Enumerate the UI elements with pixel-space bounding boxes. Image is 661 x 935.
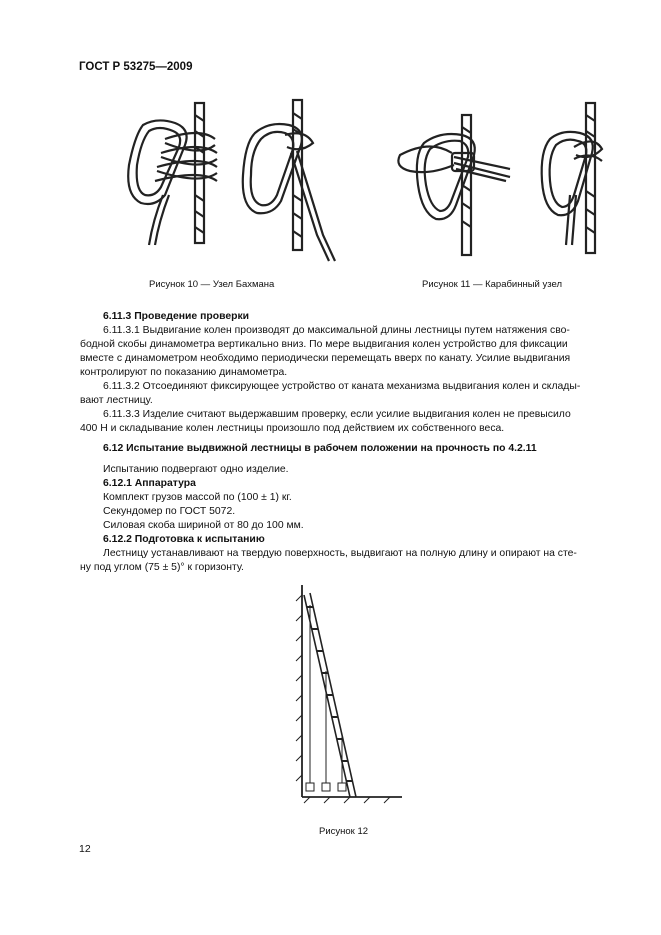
paragraph-6-11-3-1-line-3: вместе с динамометром необходимо периодически перемещать вверх по канату. Усилие выдвигания — [80, 353, 571, 364]
paragraph-6-12-2-line-1: Лестницу устанавливают на твердую поверхность, выдвигают на полную длину и опирают на сте- — [103, 548, 577, 559]
page-number: 12 — [79, 843, 91, 855]
paragraph-6-11-3-2-line-1: 6.11.3.2 Отсоединяют фиксирующее устройство от каната механизма выдвигания колен и склады- — [103, 381, 581, 392]
figure-10-illustration — [105, 95, 355, 265]
document-header: ГОСТ Р 53275—2009 — [79, 61, 193, 73]
section-6-12-text: Испытанию подвергают одно изделие. — [103, 464, 289, 475]
figure-11-illustration — [390, 95, 620, 265]
paragraph-6-11-3-1-line-1: 6.11.3.1 Выдвигание колен производят до максимальной длины лестницы путем натяжения сво- — [103, 325, 570, 336]
figure-11-caption: Рисунок 11 — Карабинный узел — [422, 279, 563, 290]
paragraph-6-11-3-3-line-2: 400 Н и складывание колен лестницы произошло под действием их собственного веса. — [80, 423, 505, 434]
figure-12-illustration — [290, 585, 410, 810]
equipment-item-1: Комплект грузов массой по (100 ± 1) кг. — [103, 492, 292, 503]
section-6-11-3-title: 6.11.3 Проведение проверки — [103, 311, 250, 322]
equipment-item-3: Силовая скоба шириной от 80 до 100 мм. — [103, 520, 304, 531]
equipment-item-2: Секундомер по ГОСТ 5072. — [103, 506, 236, 517]
figure-10-caption: Рисунок 10 — Узел Бахмана — [149, 279, 275, 290]
paragraph-6-11-3-1-line-4: контролируют по показанию динамометра. — [80, 367, 288, 378]
paragraph-6-11-3-1-line-2: бодной скобы динамометра вертикально вниз. По мере выдвигания колен устройство для фиксации — [80, 339, 568, 350]
section-6-12-title: 6.12 Испытание выдвижной лестницы в рабочем положении на прочность по 4.2.11 — [103, 443, 537, 454]
section-6-12-1-title: 6.12.1 Аппаратура — [103, 478, 196, 489]
section-6-12-2-title: 6.12.2 Подготовка к испытанию — [103, 534, 265, 545]
figure-12-caption: Рисунок 12 — [319, 826, 369, 837]
paragraph-6-11-3-2-line-2: вают лестницу. — [80, 395, 153, 406]
paragraph-6-11-3-3-line-1: 6.11.3.3 Изделие считают выдержавшим проверку, если усилие выдвигания колен не превысило — [103, 409, 571, 420]
paragraph-6-12-2-line-2: ну под углом (75 ± 5)° к горизонту. — [80, 562, 244, 573]
